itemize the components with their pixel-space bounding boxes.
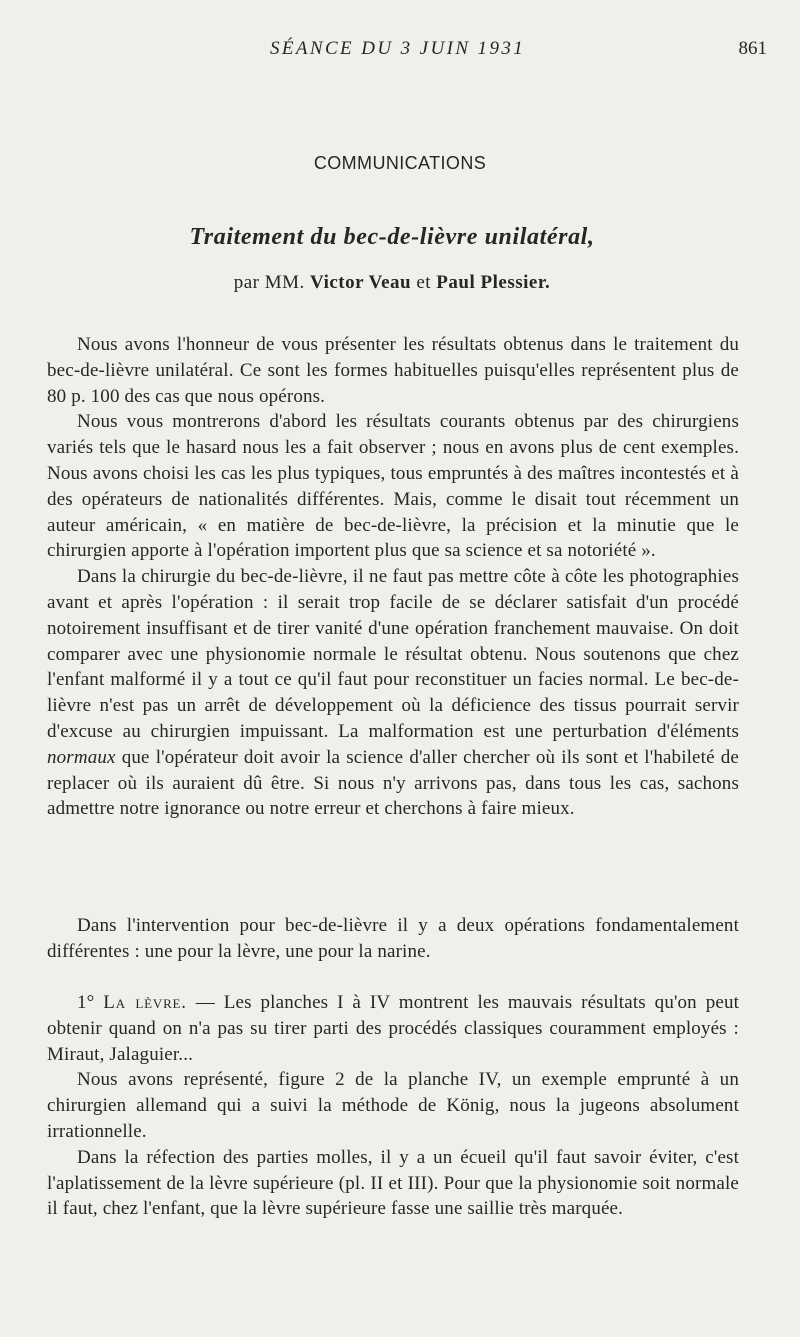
section-heading: COMMUNICATIONS [313, 153, 487, 173]
running-head-title: SÉANCE DU 3 JUIN 1931 [270, 38, 526, 59]
byline-prefix: par MM. [233, 272, 305, 293]
running-head [0, 38, 800, 62]
paragraph-7: Dans la réfection des parties molles, il y a un écueil qu'il faut savoir éviter, c'est l'aplatissement de la lèvre supérieure (pl. II et III). Pour que la physionomie soit normale il faut, chez l'enfant, que la lèvre supérieure fasse une saillie très marquée. [47, 1146, 739, 1220]
paragraph-3 [47, 564, 739, 822]
paragraph-4: Dans l'intervention pour bec-de-lièvre il y a deux opérations fondamentalement différentes : une pour la lèvre, une pour la narine. [47, 915, 739, 962]
body-block-interventions [47, 913, 739, 965]
paragraph-5-text: — Les planches I à IV montrent les mauvais résultats qu'on peut obtenir quand on n'a pas su tirer parti des procédés classiques couramment employés : Miraut, Jalaguier... [47, 992, 740, 1065]
paragraph-1: Nous avons l'honneur de vous présenter les résultats obtenus dans le traitement du bec-de-lièvre unilatéral. Ce sont les formes habituelles puisqu'elles représentent plus de 80 p. 100 des cas que nous opérons. [47, 334, 739, 407]
article-title: Traitement du bec-de-lièvre unilatéral, [189, 224, 595, 250]
byline-conjunction: et [416, 272, 432, 293]
author-2: Paul Plessier. [436, 272, 551, 293]
body-block-levre [47, 990, 739, 1222]
paragraph-3-part-2: que l'opérateur doit avoir la science d'aller chercher où ils sont et l'habileté de replacer où ils auraient dû être. Si nous n'y arrivons pas, dans tous les cas, sachons admettre notre ignorance ou notre erreur et cherchons à faire mieux. [47, 746, 739, 820]
paragraph-5 [47, 990, 739, 1067]
paragraph-3-part-1: Dans la chirurgie du bec-de-lièvre, il ne faut pas mettre côte à côte les photographies avant et après l'opération : il serait trop facile de se déclarer satisfait d'un procédé notoirement insuffisant et de tirer vanité d'une opération franchement mauvaise. On doit comparer avec une physionomie normale le résultat obtenu. Nous soutenons que chez l'enfant malformé il y a tout ce qu'il faut pour reconstituer un facies normal. Le bec-de-lièvre n'est pas un arrêt de développement où la déficience des tissus pourrait servir d'excuse au chirurgien impuissant. La malformation est une perturbation d'éléments [47, 566, 739, 742]
author-1: Victor Veau [310, 272, 412, 293]
paragraph-6: Nous avons représenté, figure 2 de la planche IV, un exemple emprunté à un chirurgien allemand qui a suivi la méthode de König, nous la jugeons absolument irrationnelle. [47, 1069, 739, 1142]
paragraph-2: Nous vous montrerons d'abord les résultats courants obtenus par des chirurgiens variés tels que le hasard nous les a fait observer ; nous en avons plus de cent exemples. Nous avons choisi les cas les plus typiques, tous empruntés à des maîtres incontestés et à des opérateurs de nationalités différentes. Mais, comme le disait tout récemment un auteur américain, « en matière de bec-de-lièvre, la précision et la minutie que le chirurgien apporte à l'opération importent plus que sa science et sa notoriété ». [47, 411, 739, 562]
body-block-intro [47, 332, 739, 822]
page-number: 861 [738, 38, 767, 59]
subsection-heading: La lèvre. [103, 992, 187, 1013]
byline [0, 272, 784, 294]
paragraph-3-italic-word: normaux [47, 746, 116, 768]
section-number: 1° [77, 992, 95, 1013]
